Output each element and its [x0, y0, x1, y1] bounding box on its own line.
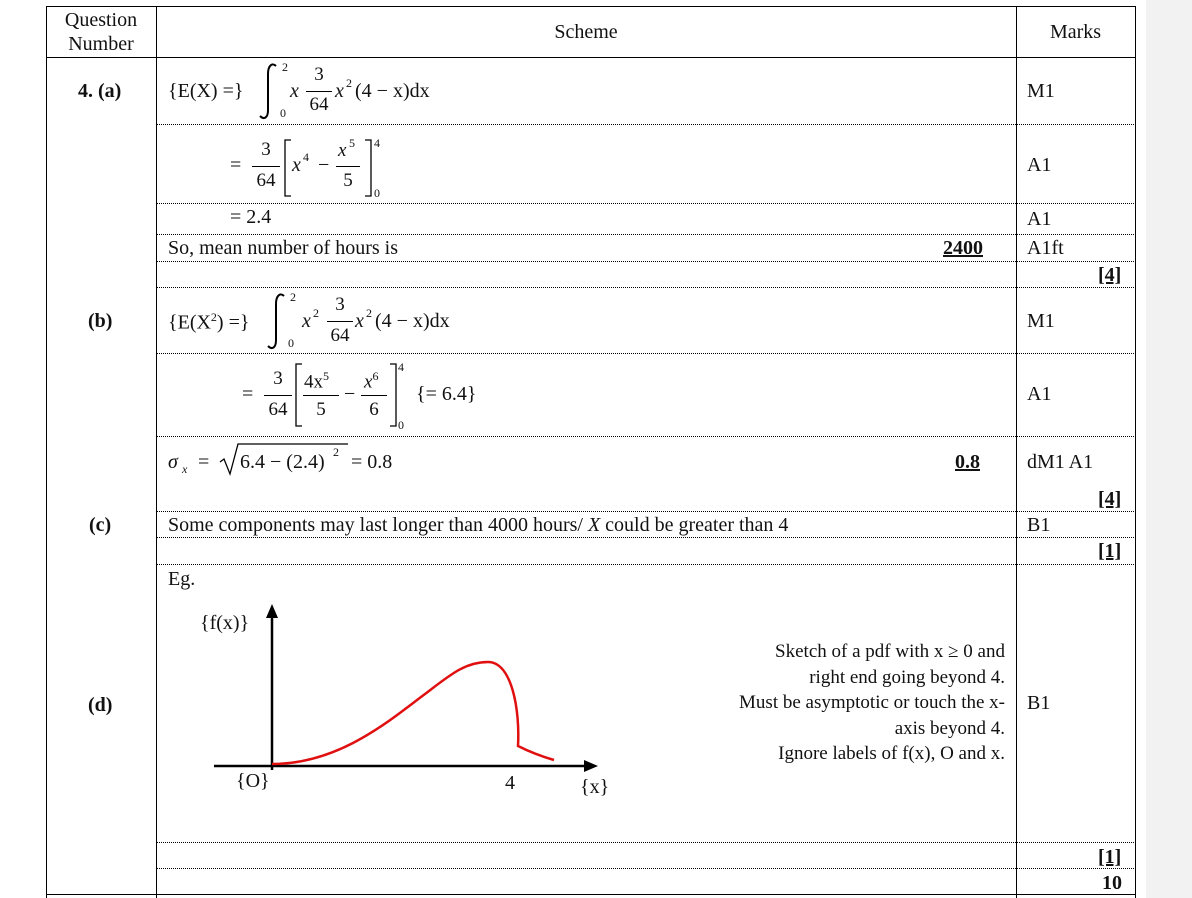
exponent: 2 — [366, 306, 372, 320]
part-c-label: (c) — [89, 514, 112, 536]
y-axis-label: {f(x)} — [200, 612, 250, 634]
pdf-curve — [272, 662, 554, 764]
y-axis-arrowhead — [266, 604, 278, 618]
header-question-number — [46, 8, 156, 56]
mark-a1: M1 — [1027, 80, 1055, 102]
exponent: 2 — [346, 76, 352, 90]
integral-sign — [262, 62, 282, 122]
part-a-label: 4. (a) — [78, 80, 122, 102]
page-margin-shade — [1146, 0, 1192, 898]
part-a-mean-text: So, mean number of hours is — [168, 237, 398, 259]
minus-sign: − — [318, 154, 330, 176]
header-scheme: Scheme — [554, 21, 618, 43]
fraction-numerator: 3 — [273, 368, 283, 389]
part-c-total: [1] — [1098, 540, 1122, 562]
integral-lower-limit: 0 — [280, 106, 286, 120]
fraction-denominator: 5 — [343, 170, 353, 191]
fraction-bar — [306, 91, 332, 92]
equals-sign: = — [242, 383, 254, 405]
exponent: 2 — [313, 306, 319, 320]
sigma-subscript: x — [182, 462, 188, 476]
x-axis-arrowhead — [584, 760, 598, 772]
mark-c: B1 — [1027, 514, 1051, 536]
var-x: x — [302, 310, 311, 332]
header-marks: Marks — [1049, 21, 1102, 43]
part-c-text: Some components may last longer than 4000 hours/ X could be greater than 4 — [168, 514, 789, 536]
expectation-x2-label: {$E(X^2)$ =} — [168, 310, 250, 334]
grand-total: 10 — [1102, 872, 1122, 894]
note-line: Ignore labels of f(x), O and x. — [778, 743, 1005, 764]
term1-numerator: $4x^5$ — [304, 369, 329, 393]
fraction-bar — [303, 395, 339, 396]
mark-a2: A1 — [1027, 154, 1052, 176]
minus-sign: − — [344, 383, 356, 405]
var-x-squared: x — [335, 80, 344, 102]
integrand-rest: (4 − x)dx — [375, 310, 450, 332]
note-line: axis beyond 4. — [894, 717, 1005, 739]
note-line: Must be asymptotic or touch the x- — [739, 692, 1005, 713]
fraction-numerator: 3 — [261, 139, 271, 160]
integrand-rest: (4 − x)dx — [355, 80, 430, 102]
term2-numerator: $x^6$ — [364, 369, 379, 393]
part-d-label: (d) — [88, 694, 113, 716]
exponent: 5 — [349, 136, 355, 150]
integral-upper-limit: 2 — [282, 60, 288, 74]
part-d-total: [1] — [1098, 846, 1122, 868]
fraction-numerator: 3 — [335, 294, 345, 315]
integral-lower-limit: 0 — [288, 336, 294, 350]
x-axis-label: {x} — [580, 776, 610, 798]
exponent: 4 — [303, 150, 309, 164]
mark-a4: A1ft — [1027, 237, 1064, 259]
radicand: 6.4 − (2.4) — [240, 451, 325, 473]
term1-denominator: 5 — [316, 399, 326, 420]
mark-a3: A1 — [1027, 208, 1052, 230]
equals-sign: = — [198, 451, 210, 473]
header-question-label: Question — [64, 9, 138, 31]
part-a-result: = 2.4 — [230, 206, 272, 228]
mark-b2: A1 — [1027, 383, 1052, 405]
note-line: Sketch of a pdf with x ≥ 0 and — [775, 641, 1005, 662]
fraction-denominator: 64 — [330, 325, 350, 346]
fraction-numerator: 3 — [314, 64, 324, 85]
var-x: x — [290, 80, 299, 102]
exponent: 2 — [333, 445, 339, 459]
part-d-eg: Eg. — [168, 568, 196, 590]
part-b-label: (b) — [88, 310, 113, 332]
var-x-squared: x — [355, 310, 364, 332]
upper-limit: 4 — [374, 136, 380, 150]
fraction-denominator: 64 — [309, 94, 329, 115]
expectation-label: {E(X) =} — [168, 80, 244, 102]
var-x: x — [292, 154, 301, 176]
upper-limit: 4 — [398, 360, 404, 374]
x-tick-4: 4 — [505, 772, 515, 794]
fraction-bar — [361, 395, 387, 396]
fraction-bar — [264, 395, 292, 396]
mark-b3: dM1 A1 — [1027, 451, 1094, 473]
sigma-result: = 0.8 — [351, 451, 393, 473]
mark-d: B1 — [1027, 692, 1051, 714]
header-number-label: Number — [68, 33, 134, 55]
part-d-notes — [600, 639, 1005, 767]
intermediate-value: {= 6.4} — [416, 383, 477, 405]
origin-label: {O} — [236, 770, 270, 792]
lower-limit: 0 — [374, 186, 380, 200]
part-b-answer: 0.8 — [955, 451, 980, 473]
mark-b1: M1 — [1027, 310, 1055, 332]
fraction-bar — [336, 166, 360, 167]
integral-upper-limit: 2 — [290, 290, 296, 304]
fraction-denominator: 64 — [256, 170, 276, 191]
fraction-bar — [252, 166, 280, 167]
part-b-total: [4] — [1098, 488, 1122, 510]
note-line: right end going beyond 4. — [809, 666, 1005, 688]
equals-sign: = — [230, 154, 242, 176]
part-a-answer: 2400 — [943, 237, 983, 259]
integral-sign — [270, 292, 290, 352]
fraction-bar — [327, 321, 353, 322]
part-a-total: [4] — [1098, 264, 1122, 286]
fraction-denominator: 64 — [268, 399, 288, 420]
term2-denominator: 6 — [369, 399, 379, 420]
lower-limit: 0 — [398, 418, 404, 432]
var-x: x — [338, 140, 347, 161]
sigma-symbol: σ — [168, 451, 178, 473]
